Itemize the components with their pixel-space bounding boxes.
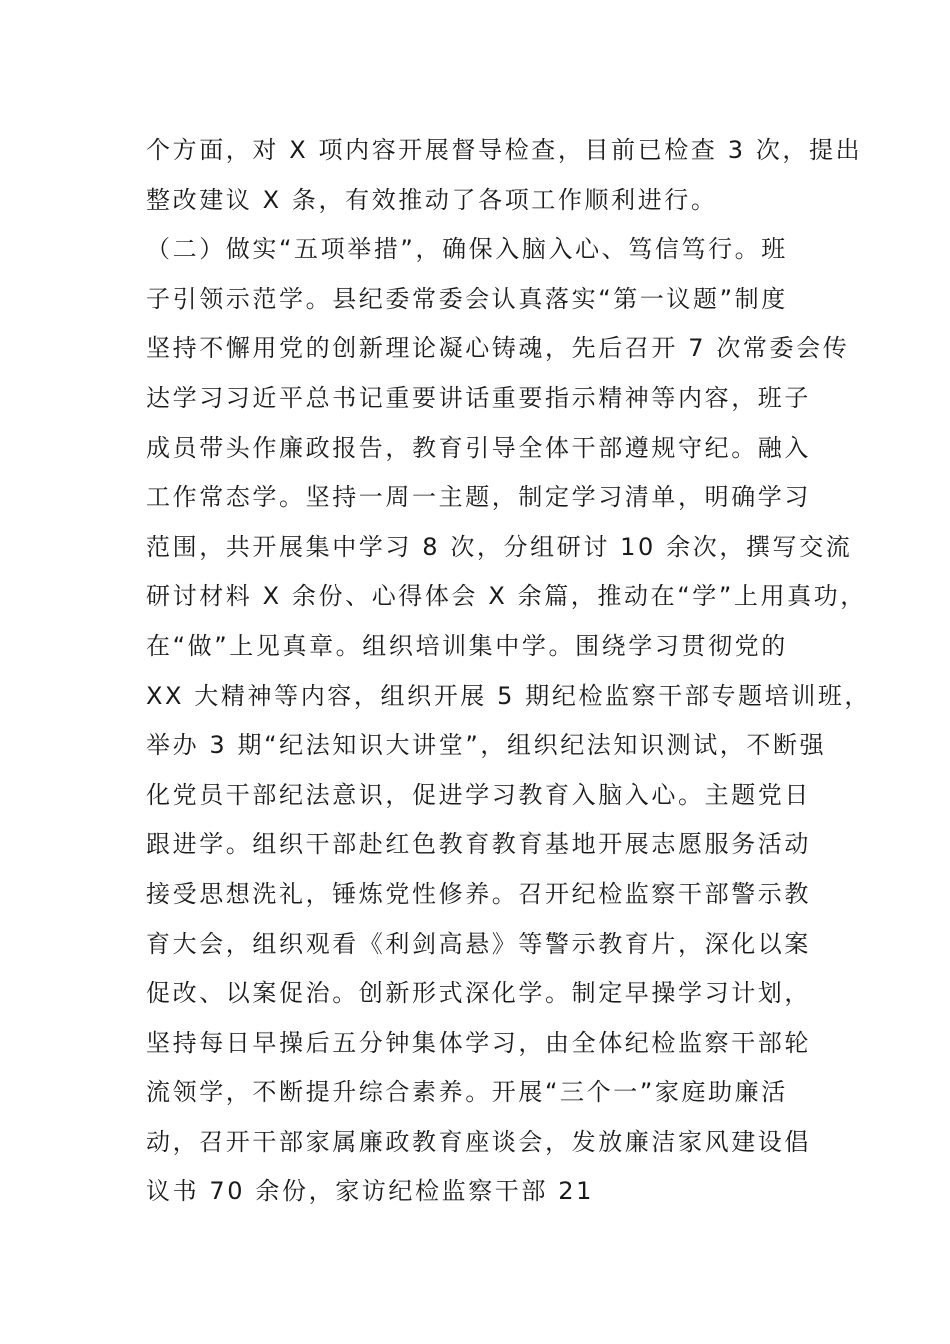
text-line: 整改建议 X 条，有效推动了各项工作顺利进行。 — [146, 185, 718, 214]
text-line: 个方面，对 X 项内容开展督导检查，目前已检查 3 次，提出 — [146, 136, 863, 164]
text-line: 研讨材料 X 余份、心得体会 X 余篇，推动在“学”上用真功， — [146, 582, 867, 611]
text-line: 流领学，不断提升综合素养。开展“三个一”家庭助廉活 — [146, 1078, 788, 1107]
text-line: （二）做实“五项举措”，确保入脑入心、笃信笃行。班 — [146, 235, 788, 264]
text-line: 工作常态学。坚持一周一主题，制定学习清单，明确学习 — [146, 483, 811, 512]
text-line: XX 大精神等内容，组织开展 5 期纪检监察干部专题培训班， — [146, 681, 872, 710]
text-line: 促改、以案促治。创新形式深化学。制定早操学习计划， — [146, 979, 811, 1008]
text-line: 跟进学。组织干部赴红色教育教育基地开展志愿服务活动 — [146, 830, 811, 859]
text-line: 坚持不懈用党的创新理论凝心铸魂，先后召开 7 次常委会传 — [146, 334, 850, 363]
text-line: 范围，共开展集中学习 8 次，分组研讨 10 余次，撰写交流 — [146, 532, 853, 561]
text-line: 达学习习近平总书记重要讲话重要指示精神等内容，班子 — [146, 383, 811, 412]
text-line: 坚持每日早操后五分钟集体学习，由全体纪检监察干部轮 — [146, 1028, 811, 1057]
text-line: 在“做”上见真章。组织培训集中学。围绕学习贯彻党的 — [146, 631, 788, 660]
body-text — [146, 126, 872, 1217]
text-line: 议书 70 余份，家访纪检监察干部 21 — [146, 1177, 594, 1206]
text-line: 子引领示范学。县纪委常委会认真落实“第一议题”制度 — [146, 284, 788, 313]
text-line: 化党员干部纪法意识，促进学习教育入脑入心。主题党日 — [146, 780, 811, 809]
text-line: 成员带头作廉政报告，教育引导全体干部遵规守纪。融入 — [146, 433, 811, 462]
text-line: 接受思想洗礼，锤炼党性修养。召开纪检监察干部警示教 — [146, 879, 811, 908]
text-line: 育大会，组织观看《利剑高悬》等警示教育片，深化以案 — [146, 929, 811, 958]
text-line: 动，召开干部家属廉政教育座谈会，发放廉洁家风建设倡 — [146, 1127, 811, 1156]
text-line: 举办 3 期“纪法知识大讲堂”，组织纪法知识测试，不断强 — [146, 731, 827, 760]
